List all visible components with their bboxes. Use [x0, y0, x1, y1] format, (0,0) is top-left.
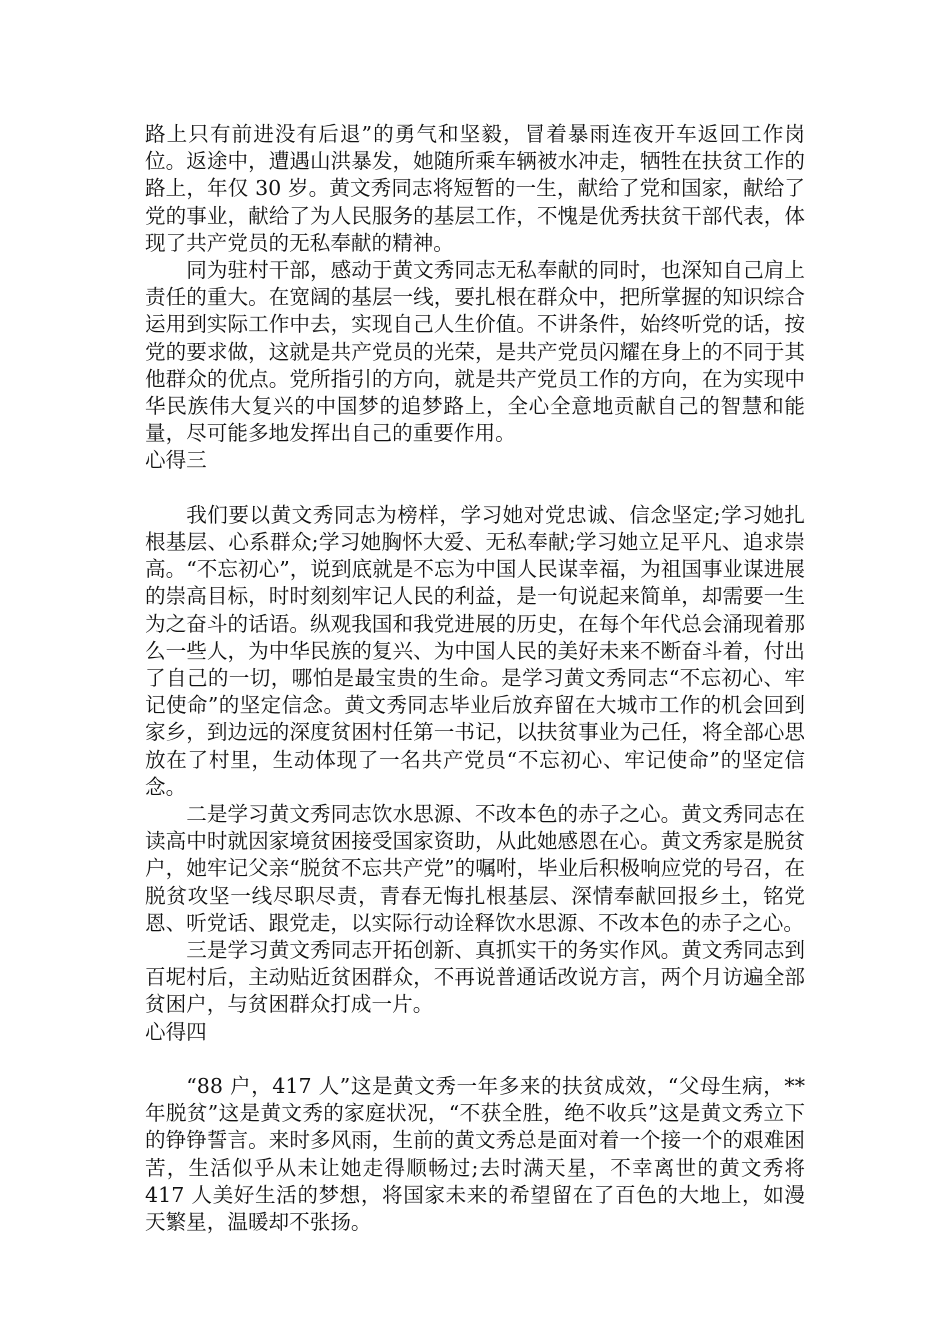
paragraph-continuation: 路上只有前进没有后退”的勇气和坚毅，冒着暴雨连夜开车返回工作岗位。返途中，遭遇山洪暴发，她随所乘车辆被水冲走，牺牲在扶贫工作的路上，年仅 30 岁。黄文秀同志将短暂的一生，献给了党和国家，献给了党的事业，献给了为人民服务的基层工作，不愧是优秀扶贫干部代表，体现了共产党员的无私奉献的精神。: [145, 122, 805, 255]
paragraph: “88 户，417 人”这是黄文秀一年多来的扶贫成效，“父母生病，**年脱贫”这是黄文秀的家庭状况，“不获全胜，绝不收兵”这是黄文秀立下的铮铮誓言。来时多风雨，生前的黄文秀总是面对着一个接一个的艰难困苦，生活似乎从未让她走得顺畅过;去时满天星，不幸离世的黄文秀将 417 人美好生活的梦想，将国家未来的希望留在了百色的大地上，如漫天繁星，温暖却不张扬。: [145, 1074, 805, 1235]
section-heading-three: 心得三: [145, 448, 207, 473]
blank-line: [145, 1046, 805, 1073]
section-heading-four: 心得四: [145, 1019, 207, 1044]
blank-line: [145, 475, 805, 502]
paragraph: 三是学习黄文秀同志开拓创新、真抓实干的务实作风。黄文秀同志到百坭村后，主动贴近贫困群众，不再说普通话改说方言，两个月访遍全部贫困户，与贫困群众打成一片。: [145, 938, 805, 1017]
document-body: [145, 121, 805, 1236]
paragraph: 二是学习黄文秀同志饮水思源、不改本色的赤子之心。黄文秀同志在读高中时就因家境贫困接受国家资助，从此她感恩在心。黄文秀家是脱贫户，她牢记父亲“脱贫不忘共产党”的嘱咐，毕业后积极响应党的号召，在脱贫攻坚一线尽职尽责，青春无悔扎根基层、深情奉献回报乡土，铭党恩、听党话、跟党走，以实际行动诠释饮水思源、不改本色的赤子之心。: [145, 802, 805, 935]
paragraph: 同为驻村干部，感动于黄文秀同志无私奉献的同时，也深知自己肩上责任的重大。在宽阔的基层一线，要扎根在群众中，把所掌握的知识综合运用到实际工作中去，实现自己人生价值。不讲条件，始终听党的话，按党的要求做，这就是共产党员的光荣，是共产党员闪耀在身上的不同于其他群众的优点。党所指引的方向，就是共产党员工作的方向，在为实现中华民族伟大复兴的中国梦的追梦路上，全心全意地贡献自己的智慧和能量，尽可能多地发挥出自己的重要作用。: [145, 258, 805, 446]
paragraph: 我们要以黄文秀同志为榜样，学习她对党忠诚、信念坚定;学习她扎根基层、心系群众;学习她胸怀大爱、无私奉献;学习她立足平凡、追求崇高。“不忘初心”，说到底就是不忘为中国人民谋幸福，为祖国事业谋进展的崇高目标，时时刻刻牢记人民的利益，是一句说起来简单，却需要一生为之奋斗的话语。纵观我国和我党进展的历史，在每个年代总会涌现着那么一些人，为中华民族的复兴、为中国人民的美好未来不断奋斗着，付出了自己的一切，哪怕是最宝贵的生命。是学习黄文秀同志“不忘初心、牢记使命”的坚定信念。黄文秀同志毕业后放弃留在大城市工作的机会回到家乡，到边远的深度贫困村任第一书记，以扶贫事业为己任，将全部心思放在了村里，生动体现了一名共产党员“不忘初心、牢记使命”的坚定信念。: [145, 502, 805, 799]
